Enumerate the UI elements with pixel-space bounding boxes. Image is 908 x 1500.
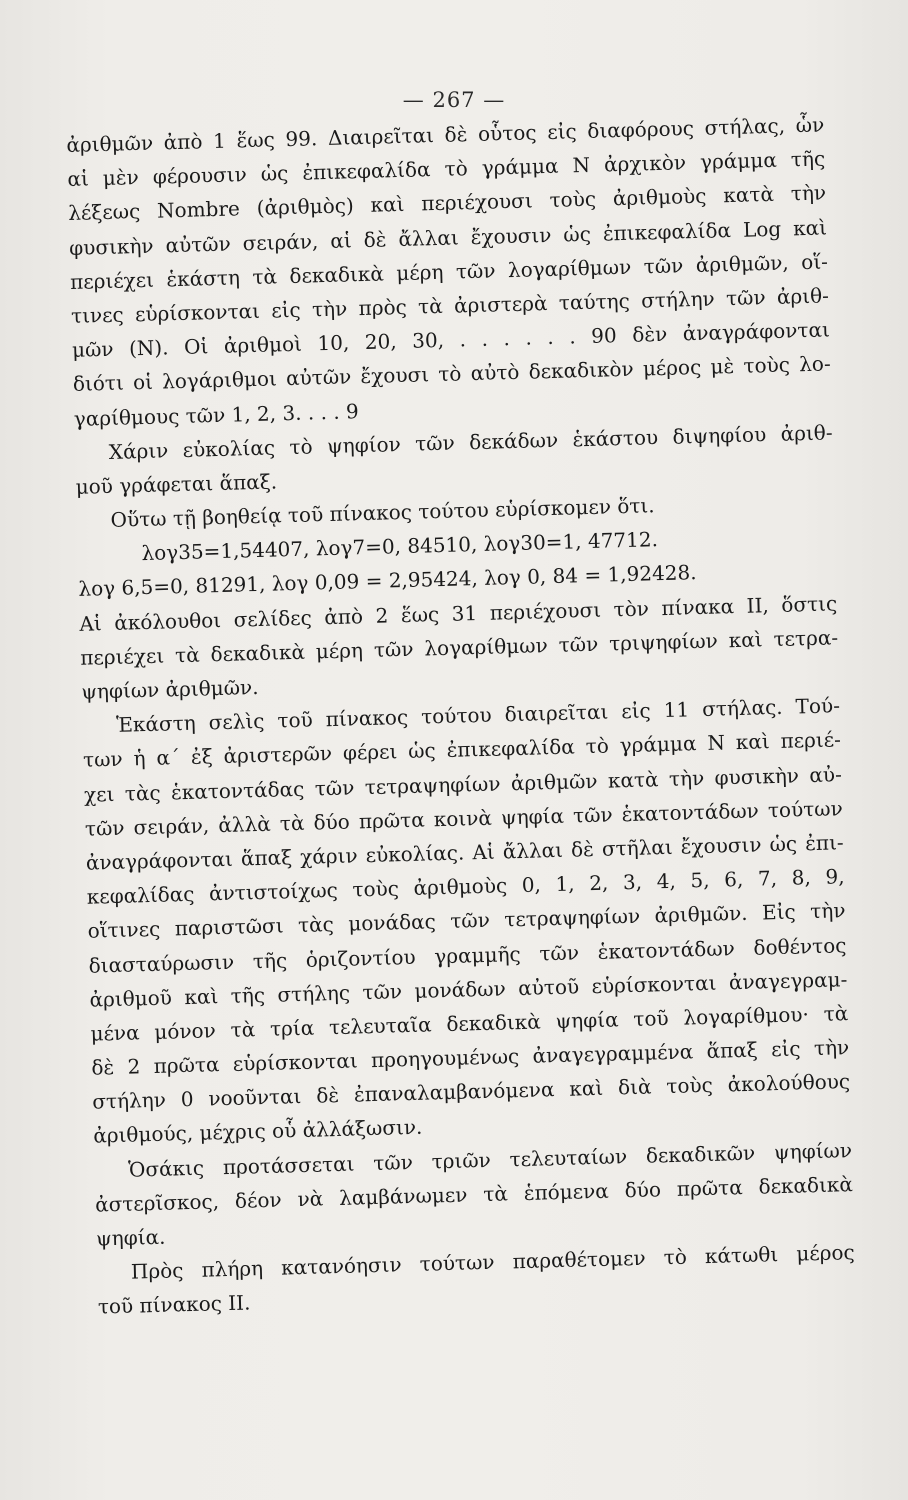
body-text (66, 107, 856, 1324)
text-line-9: γαρίθμους τῶν 1, 2, 3. . . . 9 (73, 398, 360, 431)
text-line-32: ἀστερῖσκος, δέον νὰ λαμβάνωμεν τὰ ἑπόμενα δύο πρῶτα δεκαδικὰ (94, 1171, 854, 1217)
text-line-7: μῶν (Ν). Οἱ ἀριθμοὶ 10, 20, 30, . . . . . . 90 δὲν ἀναγράφονται (71, 317, 831, 363)
text-line-1: ἀριθμῶν ἀπὸ 1 ἕως 99. Διαιρεῖται δὲ οὗτος εἰς διαφόρους στήλας, ὧν (66, 112, 825, 157)
text-line-29: στήλην 0 νοοῦνται δὲ ἐπαναλαμβανόμενα καὶ διὰ τοὺς ἀκολούθους (92, 1069, 851, 1114)
text-line-25: διασταύρωσιν τῆς ὁριζοντίου γραμμῆς τῶν ἑκατοντάδων δοθέντος (88, 932, 847, 978)
text-line-19: των ἡ α΄ ἐξ ἀριστερῶν φέρει ὡς ἐπικεφαλίδα τὸ γράμμα Ν καὶ περιέ- (82, 727, 842, 773)
text-line-23: κεφαλίδας ἀντιστοίχως τοὺς ἀριθμοὺς 0, 1, 2, 3, 4, 5, 6, 7, 8, 9, (86, 864, 845, 909)
text-line-20: χει τὰς ἑκατοντάδας τῶν τετραψηφίων ἀριθμῶν κατὰ τὴν φυσικὴν αὐ- (83, 761, 843, 807)
text-line-12: Οὕτω τῇ βοηθείᾳ τοῦ πίνακος τούτου εὑρίσκομεν ὅτι. (110, 493, 655, 532)
text-line-35: τοῦ πίνακος II. (97, 1290, 251, 1319)
text-line-5: περιέχει ἑκάστη τὰ δεκαδικὰ μέρη τῶν λογαρίθμων τῶν ἀριθμῶν, οἵ- (69, 249, 829, 294)
text-line-10: Χάριν εὐκολίας τὸ ψηφίον τῶν δεκάδων ἑκάστου διψηφίου ἀριθ- (108, 420, 833, 464)
text-line-28: δὲ 2 πρῶτα εὑρίσκονται προηγουμένως ἀναγεγραμμένα ἅπαξ εἰς τὴν (91, 1035, 850, 1080)
text-line-21: τῶν σειράν, ἀλλὰ τὰ δύο πρῶτα κοινὰ ψηφία τῶν ἑκατοντάδων τούτων (84, 795, 844, 841)
text-line-30: ἀριθμούς, μέχρις οὗ ἀλλάξωσιν. (92, 1115, 423, 1149)
text-line-16: περιέχει τὰ δεκαδικὰ μέρη τῶν λογαρίθμων τῶν τριψηφίων καὶ τετρα- (80, 625, 839, 670)
text-line-6: τινες εὑρίσκονται εἰς τὴν πρὸς τὰ ἀριστερὰ ταύτης στήλην τῶν ἀριθ- (70, 283, 830, 328)
text-line-22: ἀναγράφονται ἅπαξ χάριν εὐκολίας. Αἱ ἄλλαι δὲ στῆλαι ἔχουσιν ὡς ἐπι- (85, 830, 844, 875)
formula-line-1: λογ35=1,54407, λογ7=0, 84510, λογ30=1, 47712. (141, 527, 659, 566)
page-number: — 267 — (402, 88, 506, 112)
text-line-11: μοῦ γράφεται ἅπαξ. (75, 469, 278, 499)
text-line-31: Ὁσάκις προτάσσεται τῶν τριῶν τελευταίων δεκαδικῶν ψηφίων (127, 1137, 853, 1182)
text-line-24: οἵτινες παριστῶσι τὰς μονάδας τῶν τετραψηφίων ἀριθμῶν. Εἰς τὴν (87, 898, 846, 944)
text-line-15: Αἱ ἀκόλουθοι σελίδες ἀπὸ 2 ἕως 31 περιέχουσι τὸν πίνακα II, ὅστις (79, 590, 838, 636)
text-line-34: Πρὸς πλήρη κατανόησιν τούτων παραθέτομεν τὸ κάτωθι μέρος (130, 1240, 856, 1284)
text-line-18: Ἑκάστη σελὶς τοῦ πίνακος τούτου διαιρεῖται εἰς 11 στήλας. Τού- (115, 693, 841, 738)
text-line-3: λέξεως Nombre (ἀριθμὸς) καὶ περιέχουσι τοὺς ἀριθμοὺς κατὰ τὴν (67, 180, 827, 226)
formula-line-2: λογ 6,5=0, 81291, λογ 0,09 = 2,95424, λογ 0, 84 = 1,92428. (78, 560, 697, 602)
text-line-26: ἀριθμοῦ καὶ τῆς στήλης τῶν μονάδων αὐτοῦ εὑρίσκονται ἀναγεγραμ- (89, 966, 848, 1012)
text-line-4: φυσικὴν αὐτῶν σειράν, αἱ δὲ ἄλλαι ἔχουσιν ὡς ἐπικεφαλίδα Log καὶ (68, 215, 828, 260)
text-line-8: διότι οἱ λογάριθμοι αὐτῶν ἔχουσι τὸ αὐτὸ δεκαδικὸν μέρος μὲ τοὺς λο- (72, 351, 831, 397)
text-line-2: αἱ μὲν φέρουσιν ὡς ἐπικεφαλίδα τὸ γράμμα Ν ἀρχικὸν γράμμα τῆς (67, 146, 826, 192)
text-line-33: ψηφία. (95, 1224, 166, 1251)
text-line-27: μένα μόνον τὰ τρία τελευταῖα δεκαδικὰ ψηφία τοῦ λογαρίθμου· τὰ (90, 1001, 849, 1046)
text-line-17: ψηφίων ἀριθμῶν. (80, 675, 259, 704)
